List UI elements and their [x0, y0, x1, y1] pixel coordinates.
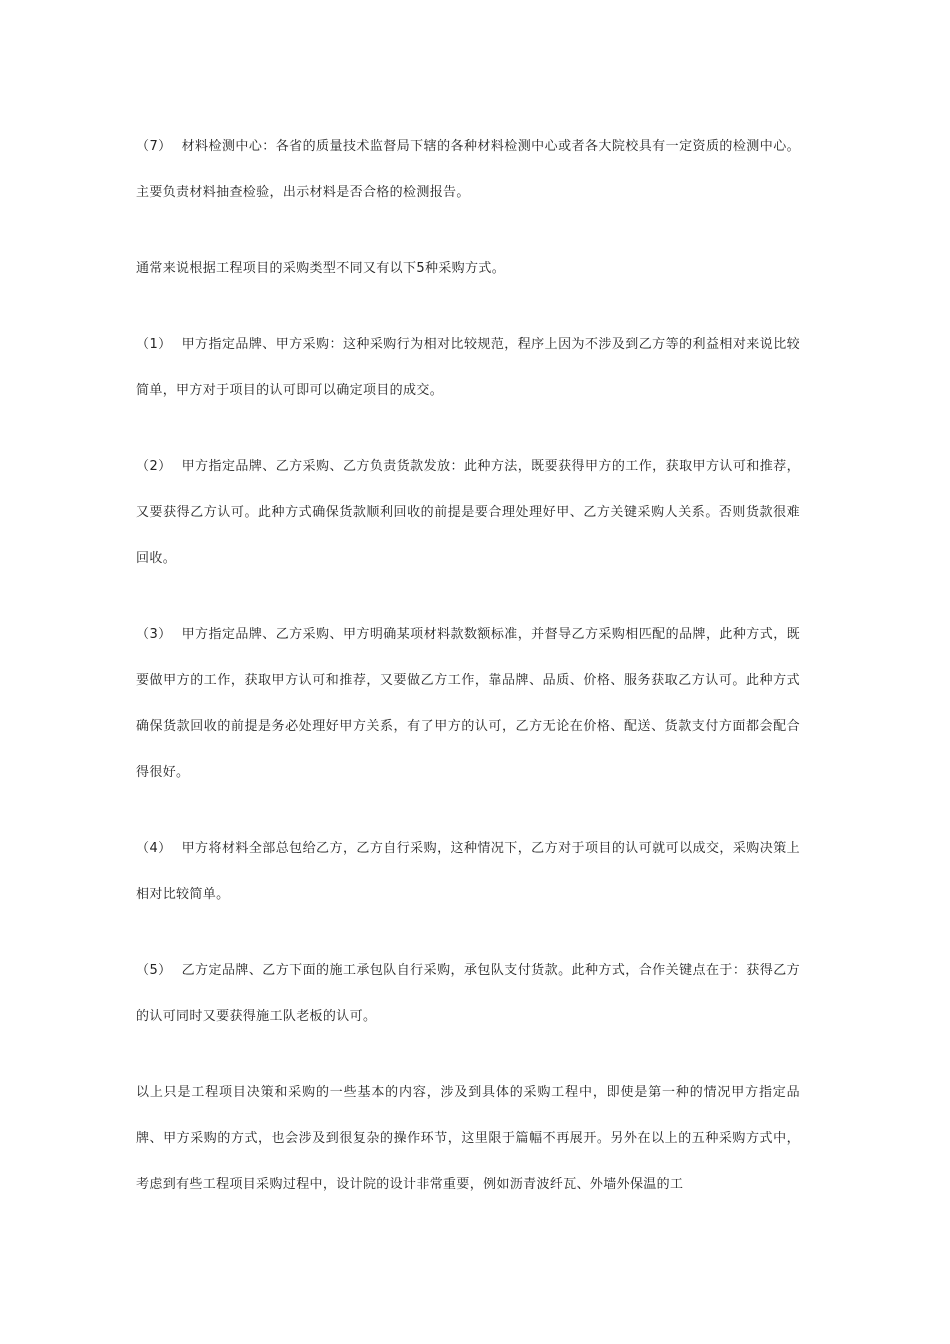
- paragraph-method-4: [136, 826, 800, 918]
- item-text: 材料检测中心：各省的质量技术监督局下辖的各种材料检测中心或者各大院校具有一定资质的检测中心。主要负责材料抽查检验，出示材料是否合格的检测报告。: [136, 139, 800, 200]
- item-text: 乙方定品牌、乙方下面的施工承包队自行采购，承包队支付货款。此种方式，合作关键点在于：获得乙方的认可同时又要获得施工队老板的认可。: [136, 963, 800, 1024]
- item-text: 甲方指定品牌、乙方采购、甲方明确某项材料款数额标准，并督导乙方采购相匹配的品牌，此种方式，既要做甲方的工作，获取甲方认可和推荐，又要做乙方工作，靠品牌、品质、价格、服务获取乙方认可。此种方式确保货款回收的前提是务必处理好甲方关系，有了甲方的认可，乙方无论在价格、配送、货款支付方面都会配合得很好。: [136, 627, 800, 780]
- item-label: （7）: [136, 139, 172, 154]
- item-label: （2）: [136, 459, 172, 474]
- item-label: （1）: [136, 337, 172, 352]
- paragraph-item-7: [136, 124, 800, 216]
- item-label: （3）: [136, 627, 172, 642]
- paragraph-method-5: [136, 948, 800, 1040]
- paragraph-method-3: [136, 612, 800, 796]
- paragraph-intro: 通常来说根据工程项目的采购类型不同又有以下5种采购方式。: [136, 261, 506, 276]
- item-text: 甲方指定品牌、甲方采购：这种采购行为相对比较规范，程序上因为不涉及到乙方等的利益相对来说比较简单，甲方对于项目的认可即可以确定项目的成交。: [136, 337, 800, 398]
- item-label: （5）: [136, 963, 172, 978]
- item-text: 甲方将材料全部总包给乙方，乙方自行采购，这种情况下，乙方对于项目的认可就可以成交，采购决策上相对比较简单。: [136, 841, 800, 902]
- document-page: [136, 124, 800, 1238]
- item-text: 甲方指定品牌、乙方采购、乙方负责货款发放：此种方法，既要获得甲方的工作，获取甲方认可和推荐，又要获得乙方认可。此种方式确保货款顺利回收的前提是要合理处理好甲、乙方关键采购人关系。否则货款很难回收。: [136, 459, 800, 566]
- paragraph-conclusion: 以上只是工程项目决策和采购的一些基本的内容，涉及到具体的采购工程中，即使是第一种的情况甲方指定品牌、甲方采购的方式，也会涉及到很复杂的操作环节，这里限于篇幅不再展开。另外在以上的五种采购方式中，考虑到有些工程项目采购过程中，设计院的设计非常重要，例如沥青波纤瓦、外墙外保温的工: [136, 1085, 800, 1192]
- paragraph-method-1: [136, 322, 800, 414]
- item-label: （4）: [136, 841, 172, 856]
- paragraph-method-2: [136, 444, 800, 582]
